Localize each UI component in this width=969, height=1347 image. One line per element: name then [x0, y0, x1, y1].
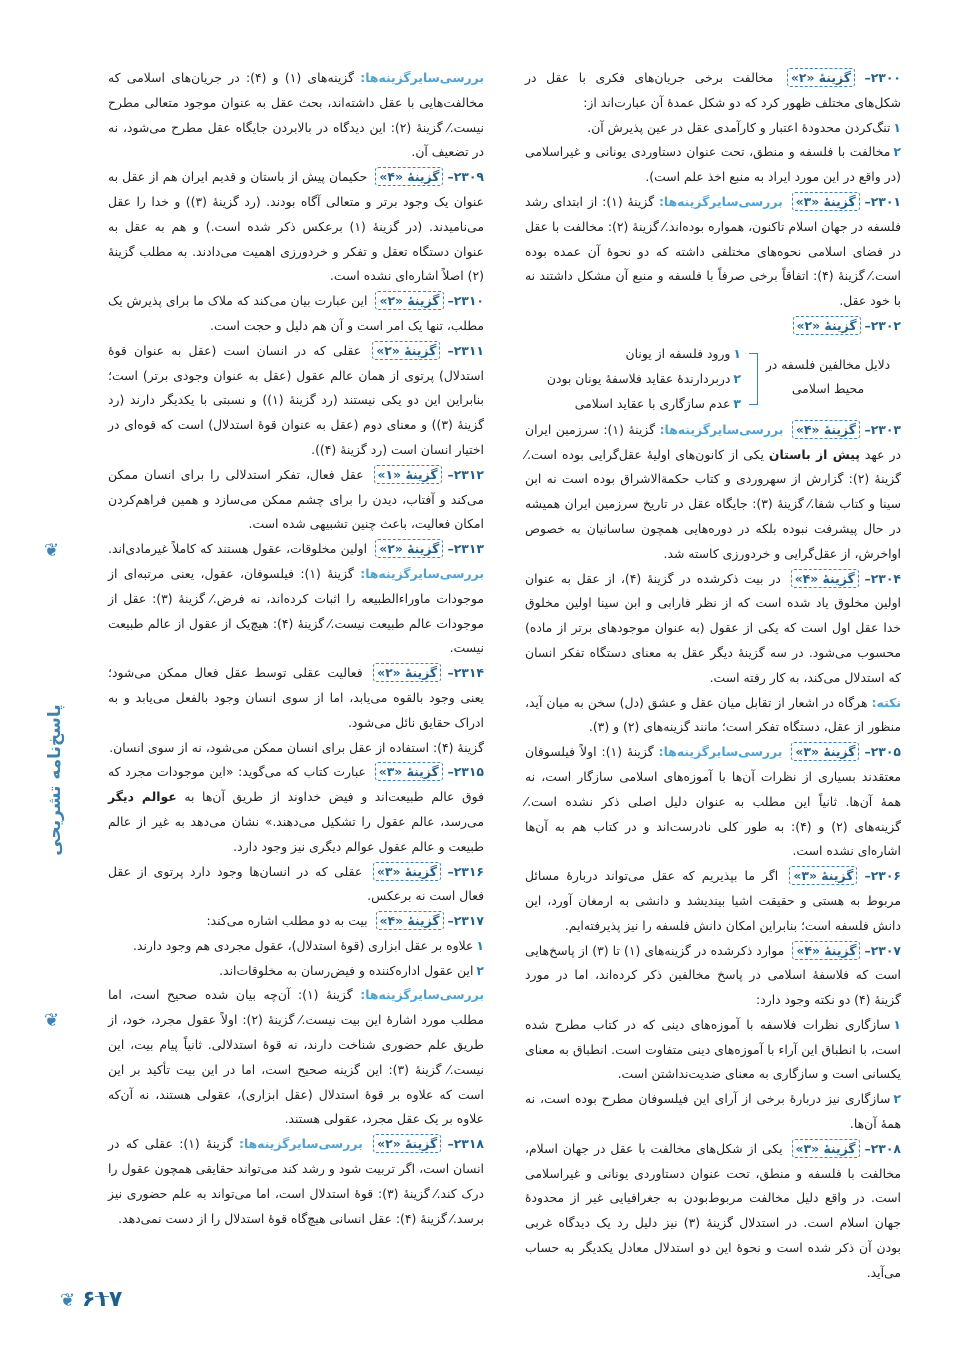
answer-text: فعالیت عقلی توسط عقل فعال ممکن می‌شود؛ یعنی وجود بالقوه می‌یابد، اما از سوی انسان وجود بالفعل می‌یابد و به ادراک حقایق نائل می‌شود.	[108, 665, 484, 730]
ornament-icon: ❦	[44, 540, 60, 561]
ornament-icon: ❦	[44, 1010, 60, 1031]
bullet-item	[108, 934, 484, 959]
answer-option-badge: گزینۀ «۳»	[792, 1139, 860, 1158]
answer-2300	[525, 66, 901, 116]
answer-number: ۲۳۱۳–	[447, 541, 484, 557]
brace-connector	[749, 353, 758, 405]
answer-number: ۲۳۰۶–	[864, 868, 901, 884]
answer-text: یکی از شکل‌های مخالفت با عقل در جهان اسلام، مخالفت با فلسفه و منطق، تحت عنوان دستاوردی یونانی و غیراسلامی است. در واقع دلیل مخالفت مربوط‌بودن به جغرافیایی غیر از محدودۀ جهان اسلام است. در استدلال گزینۀ (۳) نیز دلیل رد یک دیدگاه غربی بودن آن ذکر شده است و نحوۀ این دو استدلال معادل یکدیگر به حساب می‌آید.	[525, 1140, 901, 1280]
answer-text: گزینۀ (۱): سرزمین ایران در عهد	[525, 421, 901, 462]
answer-2304	[525, 567, 901, 691]
answer-text: می‌رسد، عالم عقول را تشکیل می‌دهند.» نشان می‌دهد به غیر از عالم طبیعت و عالم عقول عوالم دیگری نیز وجود دارد.	[108, 813, 484, 854]
bullet-number: ۱	[733, 345, 741, 361]
review-label: بررسی‌سایرگزینه‌ها:	[658, 744, 783, 760]
answer-text: اگر ما بپذیریم که عقل می‌تواند دربارۀ مسائل مربوط به هستی و حقیقت اشیا بیندیشد و دانشی به ارمغان آورد، این دانش فلسفه است؛ بنابراین امکان دانش فلسفه را نیز پذیرفته‌ایم.	[525, 868, 901, 933]
answer-text: بیت به دو مطلب اشاره می‌کند:	[206, 913, 368, 929]
answer-text: مخالفت برخی جریان‌های فکری با عقل در شکل‌های مختلف ظهور کرد که دو شکل عمدۀ آن عبارت‌اند از:	[525, 70, 901, 110]
answer-option-badge: گزینۀ «۳»	[791, 742, 859, 761]
answer-2308	[525, 1137, 901, 1286]
answer-number: ۲۳۱۲–	[447, 466, 484, 482]
answer-number: ۲۳۱۶–	[447, 863, 484, 879]
answer-2315	[108, 760, 484, 859]
answer-2306	[525, 864, 901, 938]
answer-number: ۲۳۰۳–	[864, 421, 901, 437]
answer-2303	[525, 418, 901, 567]
answer-option-badge: گزینۀ «۳»	[789, 866, 857, 885]
diagram-item	[547, 391, 741, 416]
review-label: بررسی‌سایرگزینه‌ها:	[360, 565, 484, 581]
diagram-item-text: عدم سازگاری با عقاید اسلامی	[574, 395, 731, 411]
note-text: هرگاه در اشعار از تقابل میان عقل و عشق (دل) سخن به میان آید، منظور از عقل، دستگاه تفکر است؛ مانند گزینه‌های (۲) و (۳).	[525, 694, 901, 735]
note	[525, 691, 901, 741]
answer-text: عبارت کتاب که می‌گوید: «این موجودات مجرد که فوق عالم طبیعت‌اند و فیض خداوند از طریق آن‌ها به	[108, 764, 484, 805]
answer-2305	[525, 740, 901, 864]
bullet-number: ۲	[733, 370, 741, 386]
bullet-text: علاوه بر عقل ابزاری (قوۀ استدلال)، عقول مجردی هم وجود دارند.	[133, 937, 474, 953]
answer-option-badge: گزینۀ «۴»	[375, 167, 443, 186]
answer-option-badge: گزینۀ «۴»	[791, 569, 859, 588]
answer-2314	[108, 661, 484, 735]
answer-option-badge: گزینۀ «۳»	[373, 862, 441, 881]
answer-number: ۲۳۰۲–	[864, 317, 901, 333]
bullet-text: سازگاری نظرات فلاسفه با آموزه‌های دینی که در کتاب مطرح شده است، با انطباق این آراء با آموزه‌های دینی متفاوت است. انطباق به معنای یکسانی است و سازگاری به معنای ضدیت‌نداشتن است.	[525, 1016, 901, 1082]
review-label: بررسی‌سایرگزینه‌ها:	[658, 193, 783, 209]
answer-text: یکی از کانون‌های اولیۀ عقل‌گرایی بوده است.⁄ گزینۀ (۲): گزارش از سهروردی و کتاب حکمة‌الاشراق بوده است نه ابن سینا و کتاب شفا.⁄ گزینۀ (۳): جایگاه عقل در تاریخ سرزمین ایران همیشه در حال پیشرفت نبوده بلکه در دوره‌هایی همچون ساسانیان به خصوص اواخرش، از عقل‌گرایی و خردورزی کاسته شد.	[525, 446, 902, 561]
answer-number: ۲۳۱۸–	[447, 1136, 484, 1152]
bullet-number: ۳	[733, 395, 741, 411]
answer-2312	[108, 463, 484, 537]
bullet-item	[525, 140, 901, 190]
bullet-number: ۱	[476, 937, 484, 953]
side-title-band	[30, 540, 80, 1040]
answer-text: عقلی که در انسان است (عقل به عنوان قوۀ استدلال) پرتوی از همان عالم عقول (عقل به عنوان وجودی برتر) است؛ بنابراین این دو یکی نیستند (رد گزینۀ (۱)) و نسبتی با یکدیگر دارند (رد گزینۀ (۳)) و معنای دوم (عقل به عنوان قوۀ استدلال) است که قوه‌ای در اختیار انسان است (رد گزینۀ (۴)).	[108, 342, 484, 457]
answer-number: ۲۳۱۴–	[447, 665, 484, 681]
answer-text: گزینه‌های (۱) و (۴): در جریان‌های اسلامی که مخالفت‌هایی با عقل داشته‌اند، بحث عقل به عنوان موجود متعالی مطرح نیست.⁄ گزینۀ (۲): این دیدگاه در بالابردن جایگاه عقل مطرح می‌شود، نه در تضعیف آن.	[108, 70, 484, 160]
answer-2316	[108, 860, 484, 910]
answer-option-badge: گزینۀ «۳»	[792, 192, 860, 211]
answer-text: این عبارت بیان می‌کند که ملاک ما برای پذیرش یک مطلب، تنها یک امر است و آن هم دلیل و حجت است.	[108, 293, 484, 333]
bullet-text: سازگاری نیز دربارۀ برخی از آرای این فیلسوفان مطرح بوده است، نه همۀ آن‌ها.	[525, 1091, 901, 1132]
answer-text: گزینۀ (۱): عقلی که در انسان است، اگر تربیت شود و رشد کند می‌تواند حقایقی همچون عقول را درک کند.⁄ گزینۀ (۳): قوۀ استدلال است، اما می‌تواند به علم حضوری نیز برسد.⁄ گزینۀ (۴): عقل انسانی هیچ‌گاه قوۀ استدلال را از دست نمی‌دهد.	[108, 1136, 484, 1226]
bullet-item	[525, 1013, 901, 1087]
answer-option-badge: گزینۀ «۴»	[376, 911, 444, 930]
answer-option-badge: گزینۀ «۲»	[787, 68, 855, 87]
answer-number: ۲۳۰۱–	[864, 193, 901, 209]
answer-text: عقل فعال، تفکر استدلالی را برای انسان ممکن می‌کند و آفتاب، دیدن را برای چشم ممکن می‌سازد و همین فراهم‌کردن امکان فعالیت، باعث چنین تشبیهی شده است.	[108, 466, 484, 532]
answer-text: گزینۀ (۱): آن‌چه بیان شده صحیح است، اما مطلب مورد اشارۀ این بیت نیست.⁄ گزینۀ (۲): اولاً عقول مجرد، خود، از طریق علم حضوری شناخت دارند، نه قوۀ استدلالی. ثانیاً پیام بیت، این نیست.⁄ گزینۀ (۳): این گزینه صحیح است، اما در این بیت تأکید بر این است که علاوه بر قوۀ استدلال (عقل ابزاری)، عقولی هستند، نه آن‌که علاوه بر یک عقل مجرد، عقولی هستند.	[108, 987, 484, 1127]
answer-text: گزینۀ (۴): استفاده از عقل برای انسان ممکن می‌شود، نه از سوی انسان.	[109, 739, 484, 755]
review-label: بررسی‌سایرگزینه‌ها:	[360, 987, 484, 1003]
diagram-item	[547, 366, 741, 391]
answer-option-badge: گزینۀ «۲»	[793, 316, 861, 335]
reasons-diagram	[525, 341, 901, 416]
answer-option-badge: گزینۀ «۱»	[374, 465, 442, 484]
bullet-text: این عقول اداره‌کننده و فیض‌رسان به مخلوقات‌اند.	[219, 962, 474, 978]
answer-option-badge: گزینۀ «۴»	[792, 420, 860, 439]
left-column	[108, 66, 484, 1231]
bullet-item	[525, 1087, 901, 1137]
answer-option-badge: گزینۀ «۲»	[375, 291, 443, 310]
bullet-item	[108, 959, 484, 984]
review-label: بررسی‌سایرگزینه‌ها:	[238, 1136, 363, 1152]
answer-text: موارد ذکرشده در گزینه‌های (۱) تا (۳) از پاسخ‌هایی است که فلاسفۀ اسلامی در پاسخ مخالفین ذکر کرده‌اند، اما در مورد گزینۀ (۴) دو نکته وجود دارد:	[525, 942, 901, 1008]
answer-number: ۲۳۱۱–	[447, 342, 484, 358]
bullet-item	[525, 116, 901, 141]
review-2317	[108, 983, 484, 1132]
bullet-number: ۱	[893, 119, 901, 135]
side-title: پاسخ‌نامه‌ تشریحی	[45, 704, 65, 856]
answer-number: ۲۳۰۷–	[864, 942, 901, 958]
answer-2318	[108, 1132, 484, 1231]
answer-text: حکیمان پیش از باستان و قدیم ایران هم از عقل به عنوان یک وجود برتر و متعالی آگاه بودند. (رد گزینۀ (۳)) و خدا را عقل می‌نامیدند. (در گزینۀ (۱) برعکس ذکر شده است.) و هم به عقل به عنوان دستگاه تعقل و تفکر و خردورزی اهمیت می‌دادند. به مطلب گزینۀ (۲) اصلاً اشاره‌ای نشده است.	[108, 169, 485, 284]
bullet-text: مخالفت با فلسفه و منطق، تحت عنوان دستاوردی یونانی و غیراسلامی (در واقع در این مورد ایراد به منبع اخذ علم است).	[525, 144, 901, 185]
answer-2301	[525, 190, 901, 314]
answer-text: گزینۀ (۱): اولاً فیلسوفان معتقدند بسیاری از نظرات آن‌ها با آموزه‌های اسلامی سازگار است، نه همۀ آن‌ها. ثانیاً این مطلب به عنوان دلیل اصلی ذکر نشده است.⁄ گزینه‌های (۲) و (۴): به طور کلی نادرست‌اند و در کتاب هم به آن‌ها اشاره‌ای نشده است.	[525, 744, 901, 859]
answer-option-badge: گزینۀ «۴»	[792, 941, 860, 960]
bullet-text: تنگ‌کردن محدودۀ اعتبار و کارآمدی عقل در عین پذیرش آن.	[587, 119, 891, 135]
answer-number: ۲۳۱۵–	[447, 764, 484, 780]
ornament-icon: ❦	[60, 1290, 76, 1311]
bullet-number: ۲	[476, 962, 484, 978]
answer-number: ۲۳۰۸–	[864, 1140, 901, 1156]
answer-number: ۲۳۱۰–	[447, 293, 484, 309]
review-label: بررسی‌سایرگزینه‌ها:	[659, 421, 784, 437]
emphasis-text: عوالم دیگر	[108, 789, 177, 805]
answer-2307	[525, 939, 901, 1013]
answer-option-badge: گزینۀ «۲»	[372, 341, 440, 360]
bullet-number: ۲	[893, 144, 901, 160]
answer-number: ۲۳۰۰–	[864, 70, 901, 85]
answer-number: ۲۳۱۷–	[447, 913, 484, 929]
answer-number: ۲۳۰۴–	[864, 570, 901, 586]
bullet-number: ۱	[893, 1016, 901, 1032]
answer-2309	[108, 165, 484, 289]
answer-text: گزینۀ (۱): از ابتدای رشد فلسفه در جهان اسلام تاکنون، همواره بوده‌اند.⁄ گزینۀ (۲): مخالفت با عقل در فضای اسلامی نحوه‌های مختلفی داشته که دو نحوۀ آن عمده بوده است.⁄ گزینۀ (۴): اتفاقاً برخی صرفاً با فلسفه و منبع آن مشکل داشتند نه با خود عقل.	[525, 193, 901, 309]
diagram-item	[547, 341, 741, 366]
review-label: بررسی‌سایرگزینه‌ها:	[360, 70, 484, 85]
answer-option-badge: گزینۀ «۲»	[373, 1134, 441, 1153]
answer-2314-extra	[108, 736, 484, 761]
answer-2313	[108, 537, 484, 661]
answer-2310	[108, 289, 484, 339]
answer-2317	[108, 909, 484, 934]
answer-2302	[525, 314, 901, 339]
answer-text: گزینۀ (۱): فیلسوفان، عقول، یعنی مرتبه‌ای از موجودات ماوراءالطبیعه را اثبات کرده‌اند، نه فرض.⁄ گزینۀ (۳): عقل از موجودات عالم طبیعت نیست.⁄ گزینۀ (۴): هیچ‌یک از عقول از عالم طبیعت نیست.	[108, 565, 484, 656]
answer-text: عقلی که در انسان‌ها وجود دارد پرتوی از عقل فعال است نه برعکس.	[108, 863, 484, 904]
review-continued	[108, 66, 484, 165]
answer-number: ۲۳۰۵–	[864, 744, 901, 760]
note-label: نکته:	[871, 694, 901, 710]
bullet-number: ۲	[893, 1091, 901, 1107]
answer-option-badge: گزینۀ «۲»	[375, 539, 443, 558]
answer-text: در بیت ذکرشده در گزینۀ (۴)، از عقل به عنوان اولین مخلوق یاد شده است که از نظر فارابی و ابن سینا اولین مخلوق خدا عقل اول است که یکی از عقول (به عنوان موجودهای برتر از ماده) محسوب می‌شود. در سه گزینۀ دیگر عقل به معنای دستگاه تفکر انسان که استدلال می‌کند، به کار رفته است.	[525, 570, 901, 685]
diagram-item-text: ورود فلسفه از یونان	[625, 345, 731, 361]
diagram-item-text: دربردارندۀ عقاید فلاسفۀ یونان بودن	[546, 370, 731, 386]
answer-2311	[108, 339, 484, 463]
page-number: ۶۱۷	[82, 1287, 123, 1312]
answer-option-badge: گزینۀ «۳»	[375, 762, 443, 781]
emphasis-text: پیش از باستان	[768, 446, 860, 462]
answer-number: ۲۳۰۹–	[447, 169, 484, 185]
diagram-heading: دلایل مخالفین فلسفه در محیط اسلامی	[765, 356, 891, 396]
diagram-items	[547, 341, 741, 416]
answer-option-badge: گزینۀ «۲»	[373, 663, 441, 682]
answer-text: اولین مخلوقات، عقول هستند که کاملاً غیرمادی‌اند.	[108, 541, 368, 557]
right-column	[525, 66, 901, 1286]
